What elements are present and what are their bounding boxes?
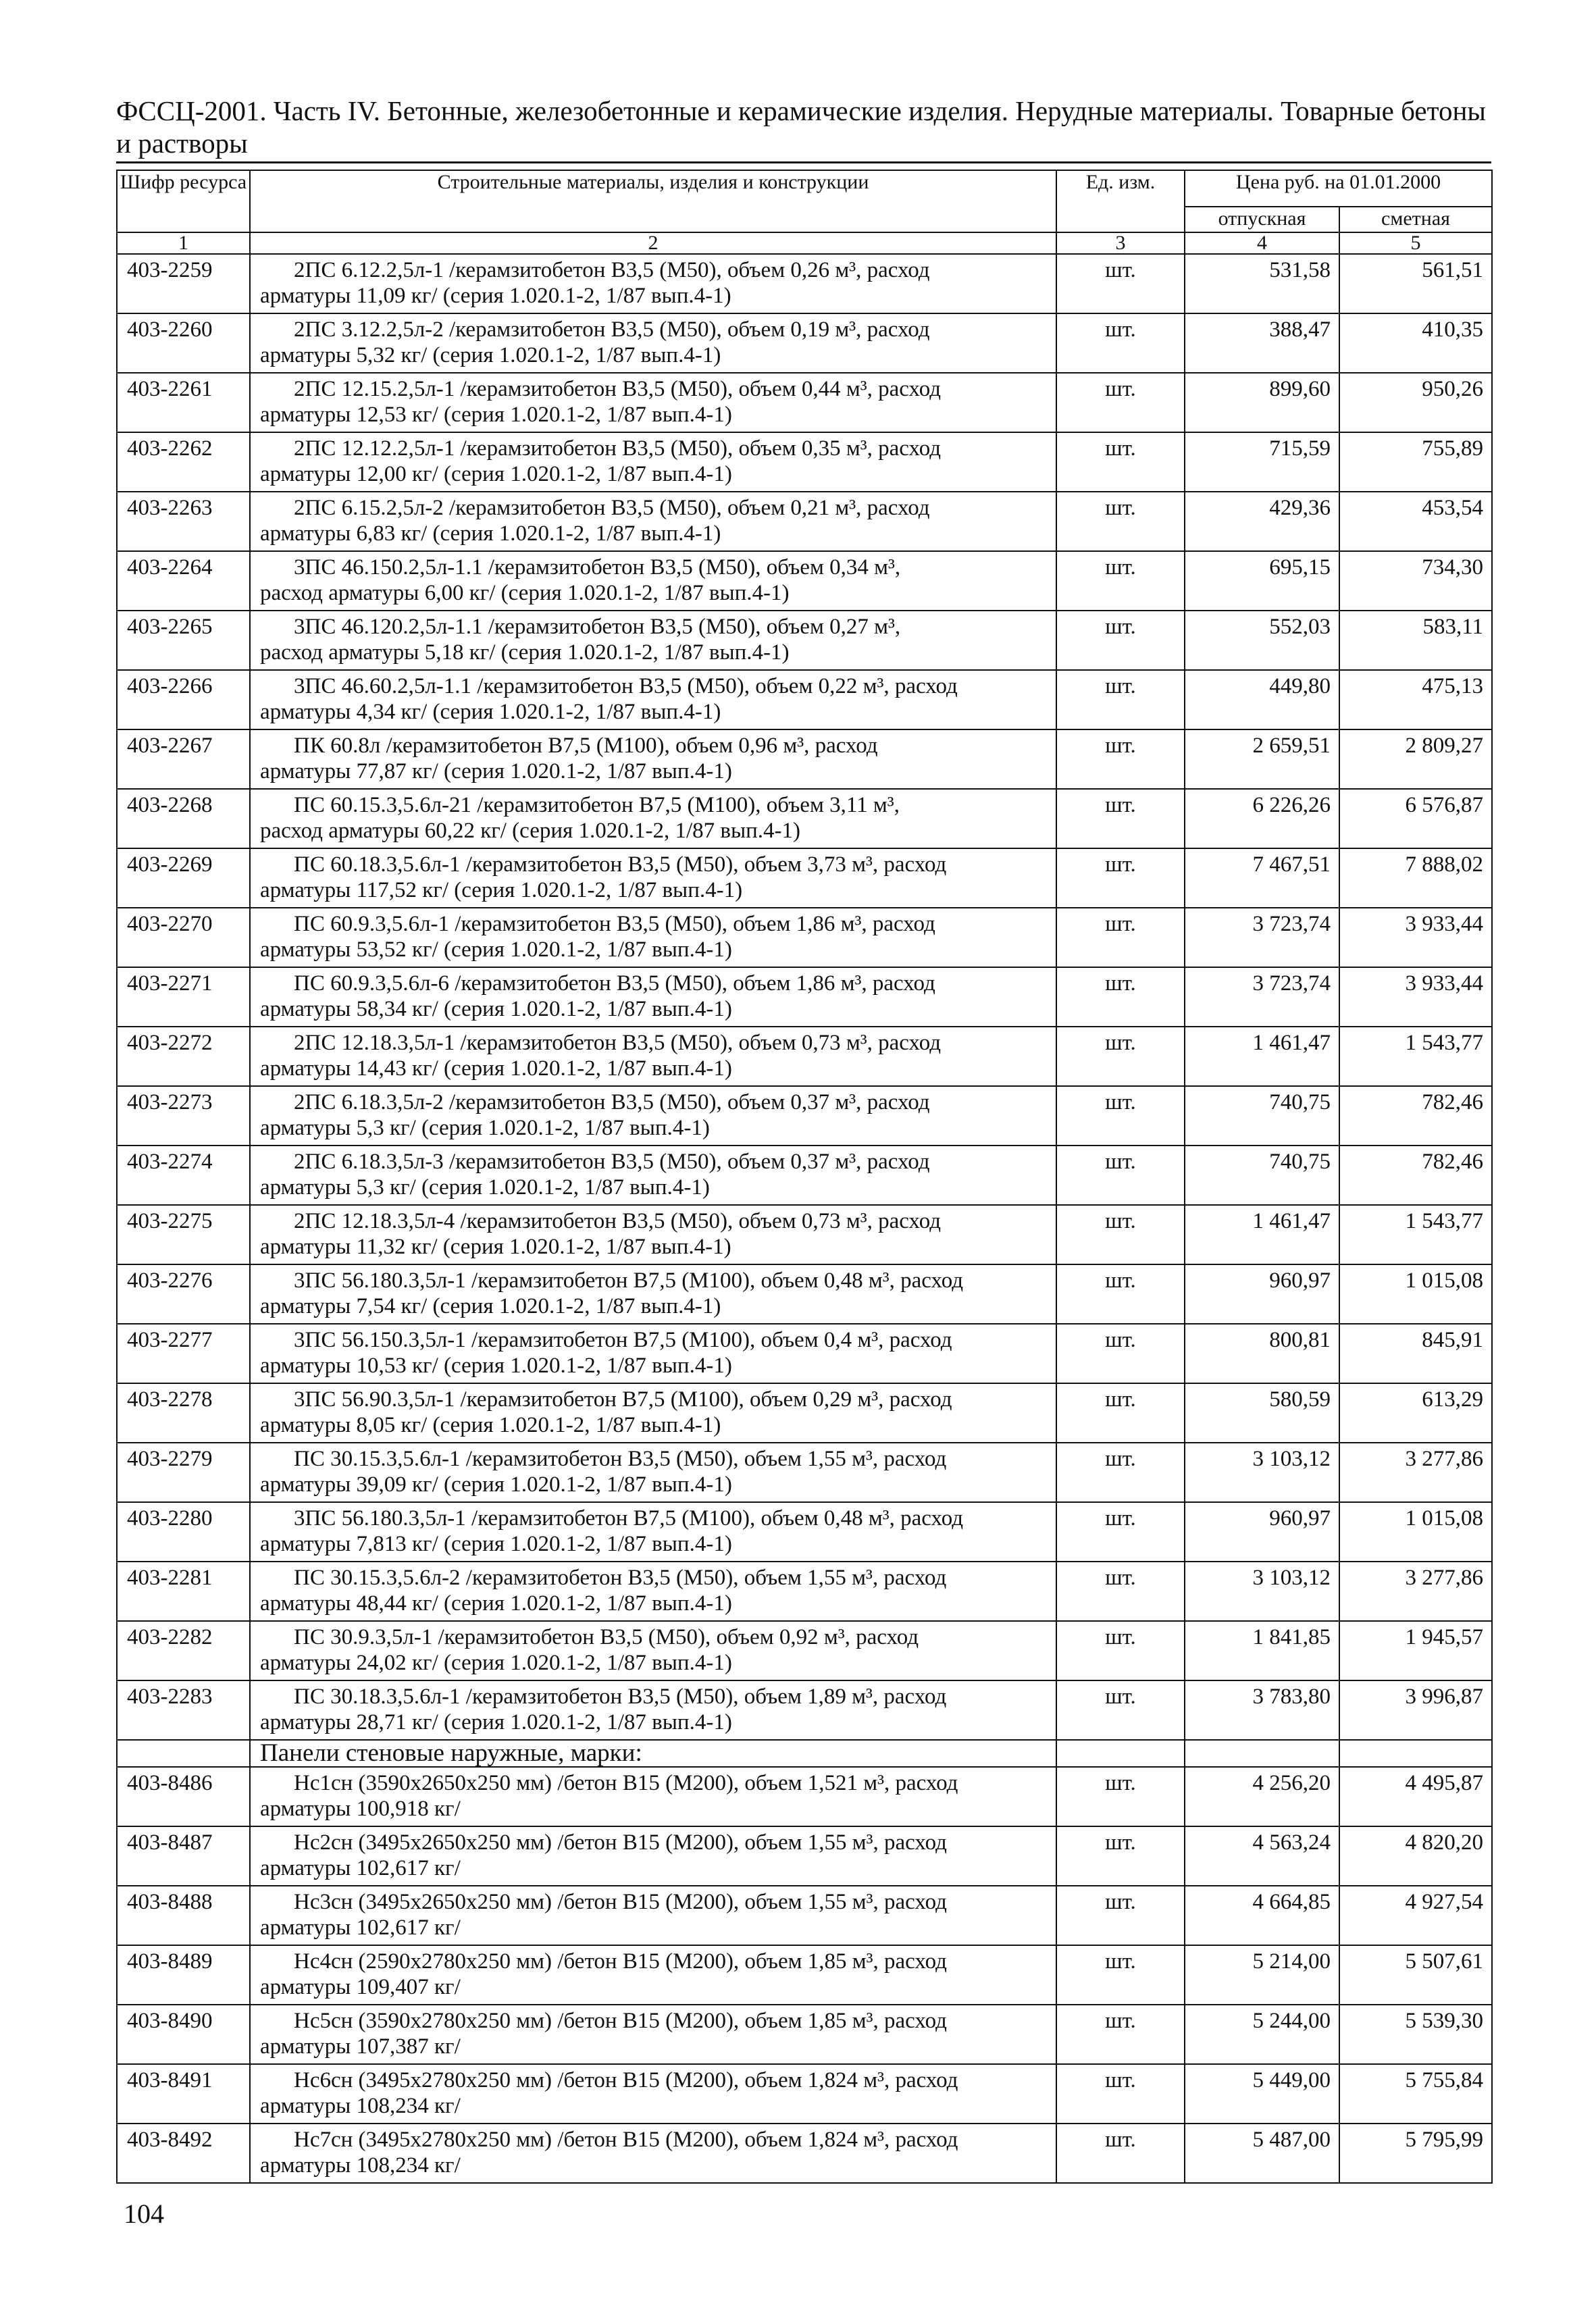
release-price: 715,59 <box>1185 432 1339 492</box>
section-title: Панели стеновые наружные, марки: <box>250 1740 1056 1767</box>
unit-of-measure: шт. <box>1056 670 1185 729</box>
description-line: ПС 30.15.3,5.6л-2 /керамзитобетон В3,5 (М50), объем 1,55 м³, расход <box>294 1566 947 1590</box>
resource-code: 403-2267 <box>117 729 250 789</box>
resource-code: 403-2282 <box>117 1621 250 1680</box>
description-line: 3ПС 56.150.3,5л-1 /керамзитобетон В7,5 (М100), объем 0,4 м³, расход <box>294 1328 952 1352</box>
description-line: арматуры 53,52 кг/ (серия 1.020.1-2, 1/87 вып.4-1) <box>260 937 732 962</box>
estimate-price: 4 495,87 <box>1339 1767 1492 1826</box>
description-line: арматуры 28,71 кг/ (серия 1.020.1-2, 1/87 вып.4-1) <box>260 1710 732 1734</box>
description-line: арматуры 6,83 кг/ (серия 1.020.1-2, 1/87 вып.4-1) <box>260 521 721 546</box>
estimate-price: 782,46 <box>1339 1146 1492 1205</box>
description-line: арматуры 4,34 кг/ (серия 1.020.1-2, 1/87 вып.4-1) <box>260 700 721 724</box>
unit-of-measure: шт. <box>1056 1680 1185 1740</box>
resource-description <box>250 313 1056 373</box>
table-row <box>117 313 1492 373</box>
estimate-price: 755,89 <box>1339 432 1492 492</box>
header-price-group: Цена руб. на 01.01.2000 <box>1185 170 1492 207</box>
resource-description <box>250 373 1056 432</box>
description-line: ПС 60.9.3,5.6л-6 /керамзитобетон В3,5 (М50), объем 1,86 м³, расход <box>294 971 935 996</box>
resource-code: 403-2277 <box>117 1324 250 1383</box>
release-price: 1 841,85 <box>1185 1621 1339 1680</box>
release-price: 3 103,12 <box>1185 1562 1339 1621</box>
resource-description <box>250 967 1056 1027</box>
description-line: ПС 30.15.3,5.6л-1 /керамзитобетон В3,5 (М50), объем 1,55 м³, расход <box>294 1447 947 1471</box>
release-price: 2 659,51 <box>1185 729 1339 789</box>
resource-code: 403-2278 <box>117 1383 250 1443</box>
unit-of-measure: шт. <box>1056 1945 1185 2005</box>
release-price: 580,59 <box>1185 1383 1339 1443</box>
resource-code: 403-2273 <box>117 1086 250 1146</box>
release-price: 429,36 <box>1185 492 1339 551</box>
table-row <box>117 1086 1492 1146</box>
description-line: Нс3сн (3495х2650х250 мм) /бетон В15 (М200), объем 1,55 м³, расход <box>294 1890 947 1914</box>
description-line: арматуры 107,387 кг/ <box>260 2034 461 2059</box>
unit-of-measure: шт. <box>1056 1502 1185 1562</box>
description-line: арматуры 7,54 кг/ (серия 1.020.1-2, 1/87 вып.4-1) <box>260 1294 721 1318</box>
release-price: 740,75 <box>1185 1146 1339 1205</box>
unit-of-measure: шт. <box>1056 313 1185 373</box>
table-row <box>117 848 1492 908</box>
release-price: 1 461,47 <box>1185 1027 1339 1086</box>
description-line: 3ПС 56.180.3,5л-1 /керамзитобетон В7,5 (М100), объем 0,48 м³, расход <box>294 1506 964 1531</box>
release-price: 5 487,00 <box>1185 2124 1339 2183</box>
resource-code: 403-2281 <box>117 1562 250 1621</box>
description-line: арматуры 117,52 кг/ (серия 1.020.1-2, 1/87 вып.4-1) <box>260 878 743 902</box>
description-line: арматуры 11,32 кг/ (серия 1.020.1-2, 1/87 вып.4-1) <box>260 1235 731 1259</box>
resource-code: 403-2271 <box>117 967 250 1027</box>
resource-description <box>250 1767 1056 1826</box>
resource-description <box>250 1324 1056 1383</box>
release-price: 695,15 <box>1185 551 1339 611</box>
description-line: 2ПС 3.12.2,5л-2 /керамзитобетон В3,5 (М50), объем 0,19 м³, расход <box>294 317 930 342</box>
estimate-price: 782,46 <box>1339 1086 1492 1146</box>
table-row <box>117 1945 1492 2005</box>
description-line: 2ПС 12.18.3,5л-1 /керамзитобетон В3,5 (М50), объем 0,73 м³, расход <box>294 1031 942 1055</box>
resource-description <box>250 1945 1056 2005</box>
table-row <box>117 2064 1492 2124</box>
table-row <box>117 1205 1492 1264</box>
description-line: арматуры 7,813 кг/ (серия 1.020.1-2, 1/87 вып.4-1) <box>260 1532 732 1556</box>
unit-of-measure: шт. <box>1056 1205 1185 1264</box>
release-price: 4 563,24 <box>1185 1826 1339 1886</box>
unit-of-measure: шт. <box>1056 1264 1185 1324</box>
table-section <box>117 1740 1492 1767</box>
estimate-price: 5 539,30 <box>1339 2005 1492 2064</box>
header-release-price: отпускная <box>1185 207 1339 232</box>
resource-description <box>250 1205 1056 1264</box>
unit-of-measure: шт. <box>1056 1826 1185 1886</box>
estimate-price: 561,51 <box>1339 254 1492 313</box>
description-line: арматуры 5,3 кг/ (серия 1.020.1-2, 1/87 вып.4-1) <box>260 1116 710 1140</box>
table-row <box>117 1886 1492 1945</box>
unit-of-measure: шт. <box>1056 1086 1185 1146</box>
release-price: 899,60 <box>1185 373 1339 432</box>
release-price: 3 103,12 <box>1185 1443 1339 1502</box>
resource-code: 403-2280 <box>117 1502 250 1562</box>
resource-code: 403-2259 <box>117 254 250 313</box>
resource-description <box>250 908 1056 967</box>
unit-of-measure: шт. <box>1056 254 1185 313</box>
description-line: ПК 60.8л /керамзитобетон В7,5 (М100), объем 0,96 м³, расход <box>294 734 878 758</box>
release-price: 552,03 <box>1185 611 1339 670</box>
table-row <box>117 789 1492 848</box>
table-row <box>117 729 1492 789</box>
description-line: Нс1сн (3590х2650х250 мм) /бетон В15 (М200), объем 1,521 м³, расход <box>294 1771 958 1795</box>
table-row <box>117 1680 1492 1740</box>
table-row <box>117 611 1492 670</box>
estimate-price: 1 543,77 <box>1339 1027 1492 1086</box>
table-row <box>117 1027 1492 1086</box>
estimate-price: 845,91 <box>1339 1324 1492 1383</box>
resource-code: 403-2269 <box>117 848 250 908</box>
resource-description <box>250 1146 1056 1205</box>
unit-of-measure: шт. <box>1056 1562 1185 1621</box>
description-line: расход арматуры 6,00 кг/ (серия 1.020.1-2, 1/87 вып.4-1) <box>260 581 790 605</box>
description-line: арматуры 102,617 кг/ <box>260 1916 461 1940</box>
resource-code: 403-2260 <box>117 313 250 373</box>
description-line: арматуры 10,53 кг/ (серия 1.020.1-2, 1/87 вып.4-1) <box>260 1354 732 1378</box>
table-row <box>117 967 1492 1027</box>
unit-of-measure: шт. <box>1056 967 1185 1027</box>
resource-code: 403-8488 <box>117 1886 250 1945</box>
estimate-price: 410,35 <box>1339 313 1492 373</box>
unit-of-measure: шт. <box>1056 848 1185 908</box>
resource-description <box>250 254 1056 313</box>
estimate-price: 583,11 <box>1339 611 1492 670</box>
release-price: 6 226,26 <box>1185 789 1339 848</box>
section-spacer <box>1339 1740 1492 1767</box>
resource-code: 403-2266 <box>117 670 250 729</box>
resource-description <box>250 848 1056 908</box>
resource-code: 403-8490 <box>117 2005 250 2064</box>
description-line: арматуры 77,87 кг/ (серия 1.020.1-2, 1/87 вып.4-1) <box>260 759 732 783</box>
resource-description <box>250 1562 1056 1621</box>
table-row <box>117 1324 1492 1383</box>
resource-code: 403-2270 <box>117 908 250 967</box>
release-price: 7 467,51 <box>1185 848 1339 908</box>
unit-of-measure: шт. <box>1056 373 1185 432</box>
table-row <box>117 1146 1492 1205</box>
table-row <box>117 908 1492 967</box>
table-row <box>117 373 1492 432</box>
resource-code: 403-8486 <box>117 1767 250 1826</box>
description-line: 2ПС 6.15.2,5л-2 /керамзитобетон В3,5 (М50), объем 0,21 м³, расход <box>294 496 930 520</box>
estimate-price: 3 277,86 <box>1339 1562 1492 1621</box>
unit-of-measure: шт. <box>1056 1443 1185 1502</box>
header-name: Строительные материалы, изделия и конструкции <box>250 170 1056 232</box>
resource-description <box>250 1502 1056 1562</box>
resource-code: 403-2279 <box>117 1443 250 1502</box>
resource-description <box>250 729 1056 789</box>
description-line: ПС 60.18.3,5.6л-1 /керамзитобетон В3,5 (М50), объем 3,73 м³, расход <box>294 852 947 877</box>
release-price: 531,58 <box>1185 254 1339 313</box>
estimate-price: 1 945,57 <box>1339 1621 1492 1680</box>
unit-of-measure: шт. <box>1056 1767 1185 1826</box>
table-row <box>117 254 1492 313</box>
release-price: 5 214,00 <box>1185 1945 1339 2005</box>
resource-code: 403-2275 <box>117 1205 250 1264</box>
description-line: 2ПС 6.18.3,5л-2 /керамзитобетон В3,5 (М50), объем 0,37 м³, расход <box>294 1090 930 1114</box>
description-line: 3ПС 56.90.3,5л-1 /керамзитобетон В7,5 (М100), объем 0,29 м³, расход <box>294 1387 952 1412</box>
estimate-price: 2 809,27 <box>1339 729 1492 789</box>
estimate-price: 4 927,54 <box>1339 1886 1492 1945</box>
table-body-wall-panels <box>117 1767 1492 2183</box>
description-line: 3ПС 46.60.2,5л-1.1 /керамзитобетон В3,5 (М50), объем 0,22 м³, расход <box>294 674 958 698</box>
release-price: 4 256,20 <box>1185 1767 1339 1826</box>
estimate-price: 1 015,08 <box>1339 1502 1492 1562</box>
release-price: 449,80 <box>1185 670 1339 729</box>
table-row <box>117 1264 1492 1324</box>
resource-code: 403-2274 <box>117 1146 250 1205</box>
description-line: 2ПС 6.12.2,5л-1 /керамзитобетон В3,5 (М50), объем 0,26 м³, расход <box>294 258 930 282</box>
resource-description <box>250 551 1056 611</box>
description-line: арматуры 5,3 кг/ (серия 1.020.1-2, 1/87 вып.4-1) <box>260 1175 710 1200</box>
description-line: Нс6сн (3495х2780х250 мм) /бетон В15 (М200), объем 1,824 м³, расход <box>294 2068 958 2092</box>
estimate-price: 5 795,99 <box>1339 2124 1492 2183</box>
estimate-price: 613,29 <box>1339 1383 1492 1443</box>
table-row <box>117 492 1492 551</box>
description-line: арматуры 100,918 кг/ <box>260 1797 461 1821</box>
resource-description <box>250 1621 1056 1680</box>
unit-of-measure: шт. <box>1056 1027 1185 1086</box>
estimate-price: 6 576,87 <box>1339 789 1492 848</box>
release-price: 740,75 <box>1185 1086 1339 1146</box>
release-price: 4 664,85 <box>1185 1886 1339 1945</box>
unit-of-measure: шт. <box>1056 2064 1185 2124</box>
description-line: арматуры 109,407 кг/ <box>260 1975 461 1999</box>
resource-description <box>250 2005 1056 2064</box>
resource-code: 403-8492 <box>117 2124 250 2183</box>
table-row <box>117 432 1492 492</box>
unit-of-measure: шт. <box>1056 1383 1185 1443</box>
description-line: арматуры 8,05 кг/ (серия 1.020.1-2, 1/87 вып.4-1) <box>260 1413 721 1437</box>
table-row <box>117 1502 1492 1562</box>
section-spacer <box>117 1740 250 1767</box>
release-price: 960,97 <box>1185 1264 1339 1324</box>
unit-of-measure: шт. <box>1056 789 1185 848</box>
estimate-price: 3 933,44 <box>1339 967 1492 1027</box>
estimate-price: 453,54 <box>1339 492 1492 551</box>
resource-description <box>250 492 1056 551</box>
table-body-keramzit <box>117 254 1492 1740</box>
table-row <box>117 2005 1492 2064</box>
resource-description <box>250 1086 1056 1146</box>
resource-code: 403-8489 <box>117 1945 250 2005</box>
table-row <box>117 1826 1492 1886</box>
description-line: арматуры 24,02 кг/ (серия 1.020.1-2, 1/87 вып.4-1) <box>260 1651 732 1675</box>
column-number: 1 <box>117 232 250 254</box>
description-line: арматуры 108,234 кг/ <box>260 2094 461 2118</box>
release-price: 3 723,74 <box>1185 908 1339 967</box>
column-number: 4 <box>1185 232 1339 254</box>
resource-description <box>250 432 1056 492</box>
resource-description <box>250 1264 1056 1324</box>
resource-code: 403-2263 <box>117 492 250 551</box>
description-line: ПС 60.15.3,5.6л-21 /керамзитобетон В7,5 (М100), объем 3,11 м³, <box>294 793 900 817</box>
resource-code: 403-2272 <box>117 1027 250 1086</box>
table-row <box>117 1443 1492 1502</box>
description-line: Нс7сн (3495х2780х250 мм) /бетон В15 (М200), объем 1,824 м³, расход <box>294 2128 958 2152</box>
description-line: ПС 30.18.3,5.6л-1 /керамзитобетон В3,5 (М50), объем 1,89 м³, расход <box>294 1685 947 1709</box>
description-line: арматуры 14,43 кг/ (серия 1.020.1-2, 1/87 вып.4-1) <box>260 1056 732 1081</box>
unit-of-measure: шт. <box>1056 1146 1185 1205</box>
estimate-price: 3 933,44 <box>1339 908 1492 967</box>
table-row <box>117 2124 1492 2183</box>
column-number: 5 <box>1339 232 1492 254</box>
resource-code: 403-8487 <box>117 1826 250 1886</box>
page-title: ФССЦ-2001. Часть IV. Бетонные, железобетонные и керамические изделия. Нерудные материалы. Товарные бетоны и растворы <box>116 95 1486 159</box>
resource-description <box>250 1886 1056 1945</box>
unit-of-measure: шт. <box>1056 729 1185 789</box>
estimate-price: 1 543,77 <box>1339 1205 1492 1264</box>
description-line: арматуры 108,234 кг/ <box>260 2153 461 2178</box>
description-line: арматуры 12,53 кг/ (серия 1.020.1-2, 1/87 вып.4-1) <box>260 403 732 427</box>
estimate-price: 475,13 <box>1339 670 1492 729</box>
unit-of-measure: шт. <box>1056 1621 1185 1680</box>
table-row <box>117 1562 1492 1621</box>
description-line: 2ПС 12.18.3,5л-4 /керамзитобетон В3,5 (М50), объем 0,73 м³, расход <box>294 1209 942 1233</box>
unit-of-measure: шт. <box>1056 551 1185 611</box>
unit-of-measure: шт. <box>1056 2124 1185 2183</box>
description-line: арматуры 12,00 кг/ (серия 1.020.1-2, 1/87 вып.4-1) <box>260 462 732 486</box>
unit-of-measure: шт. <box>1056 611 1185 670</box>
table-row <box>117 670 1492 729</box>
resource-code: 403-2283 <box>117 1680 250 1740</box>
description-line: арматуры 48,44 кг/ (серия 1.020.1-2, 1/87 вып.4-1) <box>260 1591 732 1616</box>
description-line: Нс4сн (2590х2780х250 мм) /бетон В15 (М200), объем 1,85 м³, расход <box>294 1949 947 1974</box>
column-number: 2 <box>250 232 1056 254</box>
description-line: арматуры 39,09 кг/ (серия 1.020.1-2, 1/87 вып.4-1) <box>260 1472 732 1497</box>
table-row <box>117 551 1492 611</box>
description-line: расход арматуры 60,22 кг/ (серия 1.020.1-2, 1/87 вып.4-1) <box>260 819 801 843</box>
description-line: Нс2сн (3495х2650х250 мм) /бетон В15 (М200), объем 1,55 м³, расход <box>294 1830 947 1855</box>
section-row <box>117 1740 1492 1767</box>
section-spacer <box>1185 1740 1339 1767</box>
estimate-price: 4 820,20 <box>1339 1826 1492 1886</box>
estimate-price: 5 507,61 <box>1339 1945 1492 2005</box>
resource-description <box>250 670 1056 729</box>
description-line: арматуры 58,34 кг/ (серия 1.020.1-2, 1/87 вып.4-1) <box>260 997 732 1021</box>
description-line: ПС 30.9.3,5л-1 /керамзитобетон В3,5 (М50), объем 0,92 м³, расход <box>294 1625 919 1649</box>
estimate-price: 7 888,02 <box>1339 848 1492 908</box>
estimate-price: 5 755,84 <box>1339 2064 1492 2124</box>
description-line: 3ПС 56.180.3,5л-1 /керамзитобетон В7,5 (М100), объем 0,48 м³, расход <box>294 1268 964 1293</box>
page-number: 104 <box>124 2199 164 2229</box>
release-price: 5 244,00 <box>1185 2005 1339 2064</box>
description-line: 3ПС 46.150.2,5л-1.1 /керамзитобетон В3,5 (М50), объем 0,34 м³, <box>294 555 901 580</box>
description-line: ПС 60.9.3,5.6л-1 /керамзитобетон В3,5 (М50), объем 1,86 м³, расход <box>294 912 935 936</box>
release-price: 5 449,00 <box>1185 2064 1339 2124</box>
header-code: Шифр ресурса <box>117 170 250 232</box>
estimate-price: 3 277,86 <box>1339 1443 1492 1502</box>
estimate-price: 3 996,87 <box>1339 1680 1492 1740</box>
resource-code: 403-2261 <box>117 373 250 432</box>
unit-of-measure: шт. <box>1056 1886 1185 1945</box>
table-row <box>117 1383 1492 1443</box>
table-row <box>117 1767 1492 1826</box>
resource-code: 403-2268 <box>117 789 250 848</box>
description-line: расход арматуры 5,18 кг/ (серия 1.020.1-2, 1/87 вып.4-1) <box>260 640 790 665</box>
resource-code: 403-8491 <box>117 2064 250 2124</box>
description-line: Нс5сн (3590х2780х250 мм) /бетон В15 (М200), объем 1,85 м³, расход <box>294 2009 947 2033</box>
header-estimate-price: сметная <box>1339 207 1492 232</box>
release-price: 800,81 <box>1185 1324 1339 1383</box>
table-row <box>117 1621 1492 1680</box>
resource-description <box>250 1826 1056 1886</box>
title-rule <box>116 161 1491 163</box>
unit-of-measure: шт. <box>1056 1324 1185 1383</box>
column-number: 3 <box>1056 232 1185 254</box>
description-line: 2ПС 12.15.2,5л-1 /керамзитобетон В3,5 (М50), объем 0,44 м³, расход <box>294 377 942 401</box>
description-line: 2ПС 12.12.2,5л-1 /керамзитобетон В3,5 (М50), объем 0,35 м³, расход <box>294 436 942 461</box>
release-price: 1 461,47 <box>1185 1205 1339 1264</box>
estimate-price: 734,30 <box>1339 551 1492 611</box>
description-line: арматуры 5,32 кг/ (серия 1.020.1-2, 1/87 вып.4-1) <box>260 343 721 367</box>
header-unit: Ед. изм. <box>1056 170 1185 232</box>
release-price: 960,97 <box>1185 1502 1339 1562</box>
section-spacer <box>1056 1740 1185 1767</box>
estimate-price: 1 015,08 <box>1339 1264 1492 1324</box>
resource-description <box>250 2124 1056 2183</box>
release-price: 3 783,80 <box>1185 1680 1339 1740</box>
resource-description <box>250 1443 1056 1502</box>
resource-description <box>250 611 1056 670</box>
resource-code: 403-2262 <box>117 432 250 492</box>
unit-of-measure: шт. <box>1056 2005 1185 2064</box>
estimate-price: 950,26 <box>1339 373 1492 432</box>
release-price: 3 723,74 <box>1185 967 1339 1027</box>
resource-description <box>250 1680 1056 1740</box>
description-line: арматуры 11,09 кг/ (серия 1.020.1-2, 1/87 вып.4-1) <box>260 284 731 308</box>
resource-code: 403-2264 <box>117 551 250 611</box>
resource-code: 403-2265 <box>117 611 250 670</box>
resource-price-table <box>116 170 1493 2184</box>
unit-of-measure: шт. <box>1056 492 1185 551</box>
resource-description <box>250 1027 1056 1086</box>
description-line: арматуры 102,617 кг/ <box>260 1856 461 1880</box>
description-line: 3ПС 46.120.2,5л-1.1 /керамзитобетон В3,5 (М50), объем 0,27 м³, <box>294 615 901 639</box>
resource-code: 403-2276 <box>117 1264 250 1324</box>
unit-of-measure: шт. <box>1056 908 1185 967</box>
resource-description <box>250 789 1056 848</box>
resource-description <box>250 2064 1056 2124</box>
release-price: 388,47 <box>1185 313 1339 373</box>
resource-description <box>250 1383 1056 1443</box>
description-line: 2ПС 6.18.3,5л-3 /керамзитобетон В3,5 (М50), объем 0,37 м³, расход <box>294 1150 930 1174</box>
unit-of-measure: шт. <box>1056 432 1185 492</box>
